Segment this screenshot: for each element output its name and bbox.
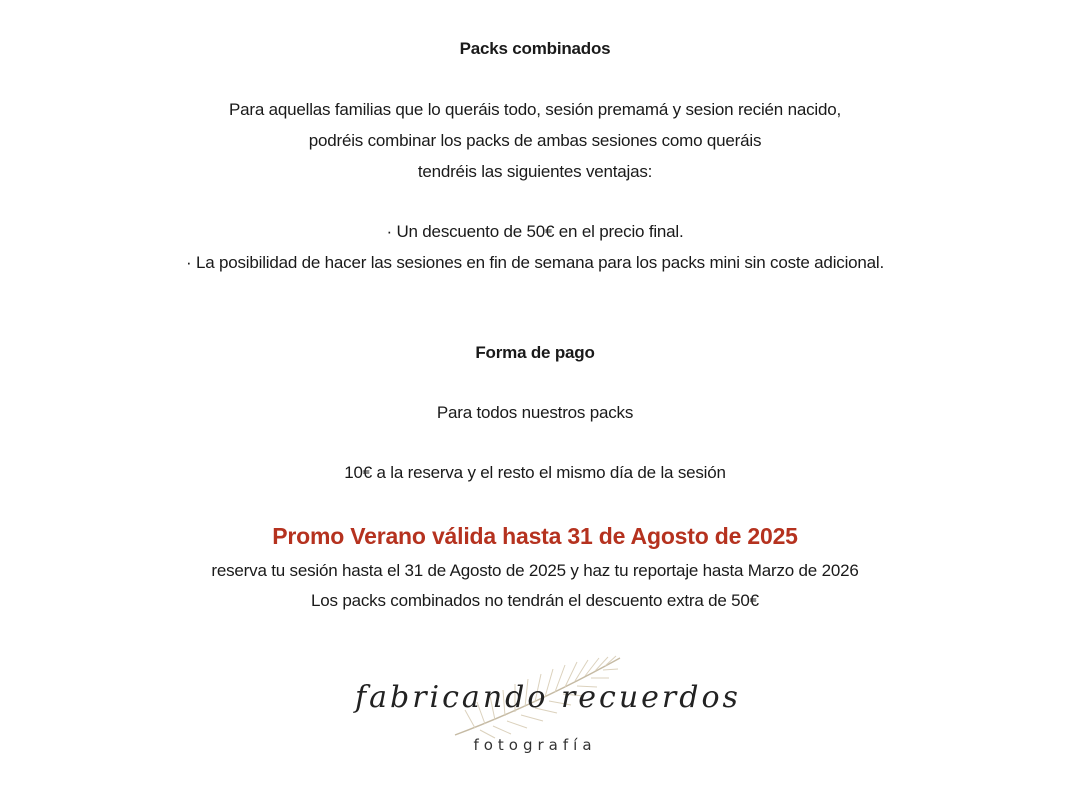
payment-line-2: 10€ a la reserva y el resto el mismo día de la sesión <box>344 463 726 482</box>
brand-logo <box>355 650 741 765</box>
payment-line-1: Para todos nuestros packs <box>436 403 634 422</box>
packs-intro-line-1: Para aquellas familias que lo queráis todo, sesión premamá y sesion recién nacido, <box>228 100 841 119</box>
promo-line-2: Los packs combinados no tendrán el descuento extra de 50€ <box>311 591 759 610</box>
benefit-weekend: · La posibilidad de hacer las sesiones en fin de semana para los packs mini sin coste adicional. <box>185 253 885 272</box>
packs-intro-line-3: tendréis las siguientes ventajas: <box>417 162 653 181</box>
benefit-discount: · Un descuento de 50€ en el precio final. <box>386 222 684 241</box>
packs-intro-line-2: podréis combinar los packs de ambas sesiones como queráis <box>308 131 762 150</box>
payment-heading: Forma de pago <box>475 343 595 362</box>
promo-line-1: reserva tu sesión hasta el 31 de Agosto de 2025 y haz tu reportaje hasta Marzo de 2026 <box>211 561 859 580</box>
logo-subtitle: fotografía <box>473 736 597 754</box>
logo-script-text: fabricando recuerdos <box>355 680 741 715</box>
packs-heading: Packs combinados <box>459 39 611 58</box>
promo-title: Promo Verano válida hasta 31 de Agosto de 2025 <box>272 523 798 549</box>
